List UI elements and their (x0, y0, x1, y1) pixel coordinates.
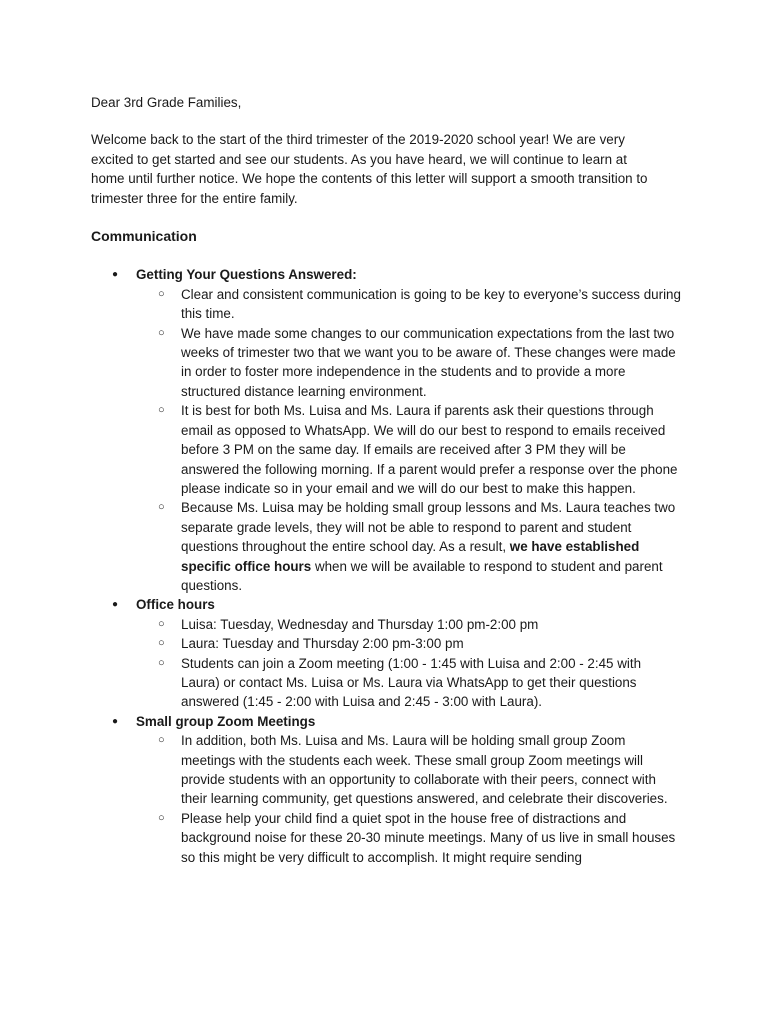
bullet-hollow-icon: ○ (158, 501, 165, 514)
list-item-office-hours (91, 595, 691, 711)
questions-item-text-before: Because Ms. Luisa may be holding small group lessons and Ms. Laura teaches two separate grade levels, they will not be able to respond to parent and student questions throughout the entire school day. As a result, (181, 500, 676, 555)
list-item (136, 731, 681, 809)
bullet-hollow-icon: ○ (158, 326, 165, 339)
questions-title: Getting Your Questions Answered: (136, 267, 357, 283)
bullet-hollow-icon: ○ (158, 811, 165, 824)
list-item (136, 654, 681, 712)
list-item (136, 498, 681, 595)
zoom-title: Small group Zoom Meetings (136, 713, 316, 729)
greeting: Dear 3rd Grade Families, (91, 95, 242, 110)
communication-heading: Communication (91, 228, 197, 245)
bullet-hollow-icon: ○ (158, 287, 165, 300)
office-hours-item-text: Luisa: Tuesday, Wednesday and Thursday 1:00 pm-2:00 pm (181, 616, 539, 632)
office-hours-sublist (136, 615, 691, 712)
questions-item-text-after: when we will be available to respond to student and parent questions. (181, 558, 663, 593)
zoom-item-text: Please help your child find a quiet spot in the house free of distractions and background noise for these 20-30 minute meetings. Many of us live in small houses so this might be very difficult to accomplish. It might require sending (181, 810, 676, 865)
questions-item-text: We have made some changes to our communication expectations from the last two weeks of trimester two that we want you to be aware of. These changes were made in order to foster more independence in the students and to provide a more structured distance learning environment. (181, 325, 676, 399)
bullet-hollow-icon: ○ (158, 404, 165, 417)
list-item (136, 401, 681, 498)
communication-list (91, 265, 691, 867)
questions-item-text: Clear and consistent communication is going to be key to everyone’s success during this time. (181, 286, 681, 322)
questions-item-text: It is best for both Ms. Luisa and Ms. Laura if parents ask their questions through email as opposed to WhatsApp. We will do our best to respond to emails received before 3 PM on the same day. If emails are received after 3 PM they will be answered the following morning. If a parent would prefer a response over the phone please indicate so in your email and we will do our best to make this happen. (181, 403, 678, 496)
list-item-zoom-meetings (91, 712, 691, 867)
office-hours-item-text: Students can join a Zoom meeting (1:00 - 1:45 with Luisa and 2:00 - 2:45 with Laura) or contact Ms. Luisa or Ms. Laura via WhatsApp to get their questions answered (1:45 - 2:00 with Luisa and 2:45 - 3:00 with Laura). (181, 655, 642, 710)
bullet-hollow-icon: ○ (158, 734, 165, 747)
bullet-hollow-icon: ○ (158, 637, 165, 650)
bullet-filled-icon: ● (112, 599, 119, 611)
bullet-filled-icon: ● (112, 269, 119, 281)
list-item-questions (91, 265, 691, 595)
letter-page (91, 93, 691, 867)
bullet-filled-icon: ● (112, 715, 119, 727)
zoom-item-text: In addition, both Ms. Luisa and Ms. Laura will be holding small group Zoom meetings with the students each week. These small group Zoom meetings will provide students with an opportunity to collaborate with their peers, connect with their learning community, get questions answered, and celebrate their discoveries. (181, 733, 668, 807)
list-item (136, 285, 681, 324)
list-item (136, 324, 681, 402)
bullet-hollow-icon: ○ (158, 617, 165, 630)
office-hours-emphasis: we have established specific office hours (181, 539, 640, 574)
list-item (136, 615, 681, 634)
office-hours-title: Office hours (136, 597, 215, 613)
bullet-hollow-icon: ○ (158, 656, 165, 669)
office-hours-item-text: Laura: Tuesday and Thursday 2:00 pm-3:00 pm (181, 636, 464, 652)
zoom-sublist (136, 731, 691, 867)
questions-sublist (136, 285, 691, 596)
list-item (136, 634, 681, 653)
intro-paragraph: Welcome back to the start of the third trimester of the 2019-2020 school year! We are very excited to get started and see our students. As you have heard, we will continue to learn at home until further notice. We hope the contents of this letter will support a smooth transition to trimester three for the entire family. (91, 132, 648, 206)
list-item (136, 809, 681, 867)
